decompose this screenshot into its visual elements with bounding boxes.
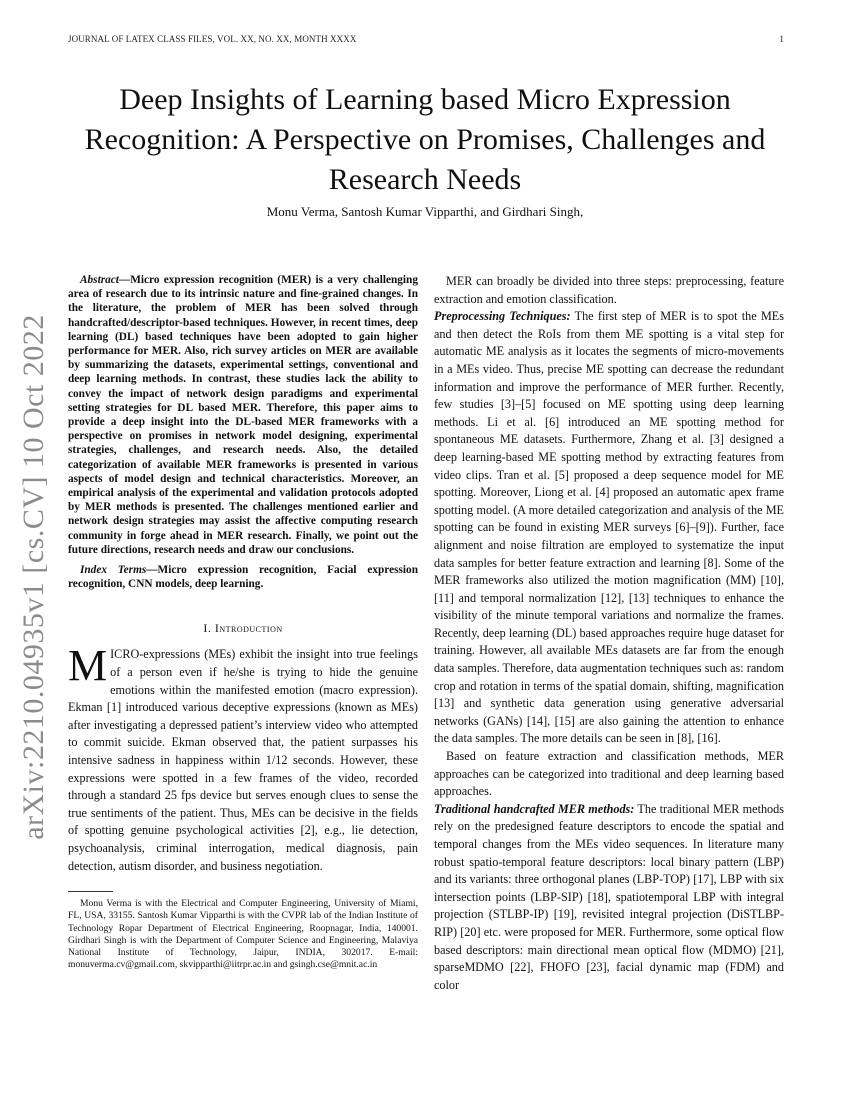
journal-header: JOURNAL OF LATEX CLASS FILES, VOL. XX, NO. XX, MONTH XXXX	[68, 34, 357, 44]
index-terms-lead: Index Terms	[80, 564, 147, 577]
author-affiliation-footnote: Monu Verma is with the Electrical and Computer Engineering, University of Miami, FL, USA, 33155. Santosh Kumar Vipparthi is with the CVPR lab of the Indian Institute of Technology Ropar Department of Electrical Engineering, Roopnagar, India, 140001. Girdhari Singh is with the Department of Computer Science and Engineering, Malaviya National Institute of Technology, Jaipur, INDIA, 302017. E-mail: monuverma.cv@gmail.com, skvipparthi@iitrpr.ac.in and gsingh.cse@mnit.ac.in	[68, 898, 418, 971]
footnote-divider	[68, 891, 113, 892]
page-number: 1	[779, 34, 784, 44]
author-list: Monu Verma, Santosh Kumar Vipparthi, and Girdhari Singh,	[266, 204, 584, 219]
intro-text: -expressions (MEs) exhibit the insight into true feelings of a person even if he/she is trying to hide the genuine emotions within the manifested emotion (macro expression). Ekman [1] introduced various deceptive expressions (known as MEs) after investigating a depressed patient’s interview video who attempted to commit suicide. Ekman observed that, the patient surpasses his intensive sadness in happiness within 1/12 seconds. However, these expressions were spotted in a few frames of the video, recorded through a standard 25 fps device but serves enough clues to sense the true sentiments of the patient. Thus, MEs can be decisive in the fields of spotting genuine psychological activities [2], e.g., lie detection, psychoanalysis, criminal interrogation, medical diagnosis, pain detection, autism disorder, and business negotiation.	[68, 647, 418, 873]
arxiv-identifier[interactable]: arXiv:2210.04935v1 [cs.CV] 10 Oct 2022	[17, 314, 50, 840]
left-column	[68, 273, 418, 971]
index-terms	[68, 563, 418, 591]
abstract	[68, 273, 418, 557]
paper-title: Deep Insights of Learning based Micro Expression Recognition: A Perspective on Promises, Challenges and Research Needs	[84, 83, 766, 196]
traditional-methods-paragraph	[434, 801, 784, 995]
mer-steps-paragraph: MER can broadly be divided into three steps: preprocessing, feature extraction and emotion classification.	[434, 274, 784, 306]
arxiv-stamp	[6, 295, 62, 860]
abstract-lead: Abstract	[80, 274, 119, 286]
drop-cap: M	[68, 641, 108, 691]
intro-first-word: ICRO	[110, 647, 140, 662]
preprocessing-paragraph	[434, 308, 784, 748]
abstract-text: —Micro expression recognition (MER) is a very challenging area of research due to its intrinsic nature and fine-grained changes. In the literature, the problem of MER has been solved through handcrafted/descriptor-based techniques. However, in recent times, deep learning (DL) based techniques have been adopted to gain higher performance for MER. Also, rich survey articles on MER are available by summarizing the datasets, experimental settings, conventional and deep learning methods. In contrast, these studies lack the ability to convey the impact of network design paradigms and experimental setting strategies for DL based MER. Therefore, this paper aims to provide a deep insight into the DL-based MER frameworks with a perspective on promises in network model designing, experimental strategies, challenges, and research needs. Also, the detailed categorization of available MER frameworks is presented in various aspects of model design and technical characteristics. Moreover, an empirical analysis of the experimental and validation protocols adopted by MER methods is presented. The challenges mentioned earlier and network design strategies may assist the affective computing research community in forge ahead in MER research. Finally, we point out the future directions, research needs and draw our conclusions.	[68, 274, 418, 556]
categorization-paragraph: Based on feature extraction and classification methods, MER approaches can be categorized into traditional and deep learning based approaches.	[434, 749, 784, 799]
preprocessing-lead: Preprocessing Techniques:	[434, 309, 571, 324]
right-column	[434, 273, 784, 994]
section-heading-introduction: I. Introduction	[203, 621, 283, 636]
preprocessing-text: The first step of MER is to spot the MEs and then detect the RoIs from them ME spotting is a vital step for automatic ME analysis as it locates the segments of micro-movements in a MEs video. Thus, precise ME spotting can decrease the redundant information and improve the performance of MER further. Recently, few studies [3]–[5] focused on ME spotting using deep learning methods. Li et al. [6] introduced an ME spotting method for spontaneous ME datasets. Furthermore, Zhang et al. [3] designed a deep learning-based ME spotting method by extracting features from video clips. Tran et al. [5] proposed a deep sequence model for ME spotting. Moreover, Liong et al. [4] proposed an automatic apex frame spotting model. (A more detailed categorization and analysis of the ME spotting can be found in existing MER surveys [6]–[9]). Further, face alignment and noise filtration are employed to systematize the input data samples for better feature extraction and learning [8]. Some of the MER frameworks also utilized the motion magnification (MM) [10], [11] and temporal normalization [12], [13] techniques to enhance the visibility of the minute temporal variations and normalize the frames. Recently, deep learning (DL) based approaches require huge dataset for training. However, all available MEs datasets are far from the enough data samples. Therefore, data augmentation techniques such as: random crop and rotation in terms of the spatial domain, shifting, magnification [13] and synthetic data generation using generative adversarial networks (GANs) [14], [15] are also gaining the attention to enhance the data samples. The more details can be seen in [8], [16].	[434, 309, 784, 746]
traditional-text: The traditional MER methods rely on the predesigned feature descriptors to encode the spatial and temporal changes from the MEs video sequences. In literature many robust spatio-temporal feature descriptors: local binary pattern (LBP) and its variants: three orthogonal planes (LBP-TOP) [17], LBP with six intersection points (LBP-SIP) [18], spatiotemporal LBP with integral projection (STLBP-IP) [19], revisited integral projection (DiSTLBP-RIP) [20] etc. were proposed for MER. Furthermore, some optical flow based descriptors: main directional mean optical flow (MDMO) [21], sparseMDMO [22], FHOFO [23], facial dynamic map (FDM) and color	[434, 801, 784, 992]
traditional-lead: Traditional handcrafted MER methods:	[434, 801, 635, 816]
running-head	[68, 34, 784, 48]
index-terms-text: —Micro expression recognition, Facial expression recognition, CNN models, deep learning.	[68, 564, 418, 591]
intro-paragraph	[68, 641, 418, 875]
